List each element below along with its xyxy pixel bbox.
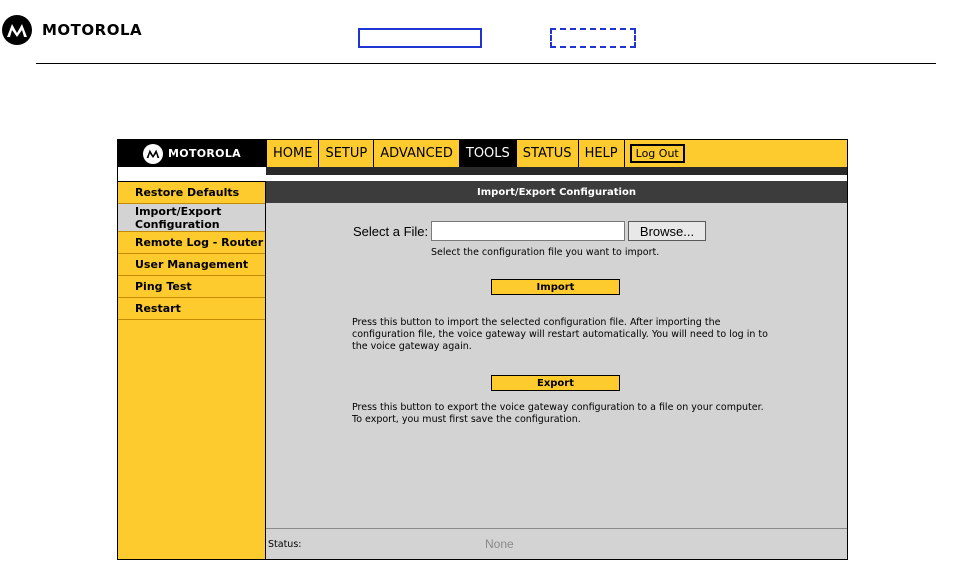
- header-link-box[interactable]: [358, 28, 482, 48]
- header-divider: [36, 63, 936, 64]
- file-select-label: Select a File:: [353, 224, 429, 239]
- export-button[interactable]: Export: [491, 375, 620, 391]
- motorola-batwing-icon: [2, 15, 32, 45]
- app-logo: [118, 140, 266, 167]
- file-select-hint: Select the configuration file you want to import.: [431, 247, 660, 258]
- page-header-logo: [0, 15, 142, 45]
- export-description: Press this button to export the voice gateway configuration to a file on your computer. To export, you must first save the configuration.: [352, 402, 764, 425]
- header-link-box-dashed[interactable]: [550, 28, 636, 48]
- gateway-ui-frame: [117, 139, 848, 560]
- sidebar: [118, 181, 266, 559]
- browse-button[interactable]: Browse...: [628, 221, 706, 241]
- nav-status[interactable]: STATUS: [517, 140, 579, 167]
- nav-setup[interactable]: SETUP: [319, 140, 374, 167]
- nav-help[interactable]: HELP: [579, 140, 625, 167]
- main-nav: [266, 140, 847, 167]
- logout-wrap: [625, 140, 685, 167]
- status-value: None: [485, 537, 514, 551]
- nav-home[interactable]: HOME: [267, 140, 319, 167]
- sidebar-item-import-export[interactable]: Import/Export Configuration: [118, 204, 265, 232]
- import-description: Press this button to import the selected configuration file. After importing the configuration file, the voice gateway will restart automatically. You will need to log in to the voice gateway again.: [352, 317, 768, 352]
- sidebar-item-remote-log[interactable]: Remote Log - Router: [118, 232, 265, 254]
- logout-button[interactable]: Log Out: [630, 144, 685, 163]
- page-title: Import/Export Configuration: [266, 181, 847, 203]
- nav-advanced[interactable]: ADVANCED: [374, 140, 460, 167]
- page-brand-text: MOTOROLA: [42, 21, 143, 39]
- motorola-batwing-icon: [143, 144, 163, 164]
- sidebar-item-restart[interactable]: Restart: [118, 298, 265, 320]
- sidebar-item-user-management[interactable]: User Management: [118, 254, 265, 276]
- file-path-input[interactable]: [431, 221, 625, 241]
- content-panel: [266, 203, 847, 528]
- app-brand-text: MOTOROLA: [168, 147, 241, 160]
- status-label: Status:: [268, 539, 302, 550]
- sidebar-item-restore-defaults[interactable]: Restore Defaults: [118, 182, 265, 204]
- status-bar: [266, 528, 847, 559]
- import-button[interactable]: Import: [491, 279, 620, 295]
- nav-tools[interactable]: TOOLS: [460, 140, 517, 167]
- sidebar-item-ping-test[interactable]: Ping Test: [118, 276, 265, 298]
- nav-underline-strip: [266, 167, 847, 175]
